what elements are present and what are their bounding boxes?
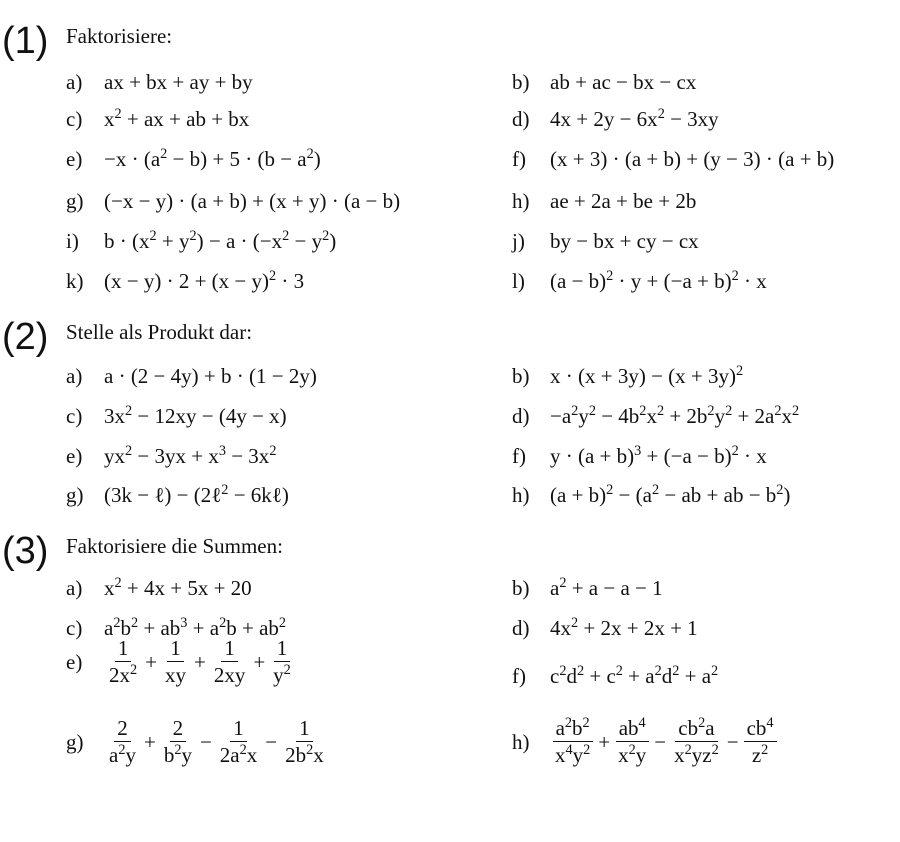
fraction xyxy=(161,718,195,766)
numerator: 1 xyxy=(167,638,184,662)
exercise-item xyxy=(512,267,767,295)
fraction xyxy=(552,715,593,767)
item-expression: $yx^2 - 3yx + x^3 - 3x^2$ xyxy=(104,442,277,468)
numerator: 1 xyxy=(274,638,291,662)
exercise-item xyxy=(512,187,696,215)
fraction xyxy=(162,638,189,686)
item-label: g) xyxy=(66,482,84,507)
item-expression: $x \cdot (x + 3y) - (x + 3y)^2$ xyxy=(550,362,744,388)
exercise-item xyxy=(512,68,696,96)
item-label: c) xyxy=(66,106,83,131)
item-expression: $4x^2 + 2x + 2x + 1$ xyxy=(550,614,698,640)
fraction xyxy=(106,718,139,766)
denominator: $z^2$ xyxy=(751,742,769,767)
fraction xyxy=(270,638,294,686)
section-number: (1) xyxy=(2,20,49,62)
item-label: h) xyxy=(512,482,530,507)
exercise-item xyxy=(66,574,252,602)
exercise-item xyxy=(66,267,304,295)
item-expression: ab + ac − bx − cx xyxy=(550,69,697,94)
fraction xyxy=(744,715,777,767)
operator: + xyxy=(193,649,206,674)
exercise-item xyxy=(66,227,336,255)
item-expression: $(a + b)^2 - (a^2$ − ab + ab − $b^2$) xyxy=(550,481,791,507)
item-label: k) xyxy=(66,268,84,293)
item-expression: (−x − y) · (a + b) + (x + y) · (a − b) xyxy=(104,188,401,213)
item-label: f) xyxy=(512,443,526,468)
exercise-item xyxy=(66,105,249,133)
exercise-item xyxy=(512,574,663,602)
item-label: f) xyxy=(512,663,526,688)
fraction xyxy=(217,718,260,766)
item-expression xyxy=(550,715,779,767)
operator: − xyxy=(726,729,739,754)
item-label: c) xyxy=(66,403,83,428)
exercise-item xyxy=(66,145,321,173)
item-expression: by − bx + cy − cx xyxy=(550,228,699,253)
item-expression: $x^2$ + ax + ab + bx xyxy=(104,105,250,131)
numerator: $cb^4$ xyxy=(744,718,777,742)
operator: − xyxy=(654,729,667,754)
item-label: a) xyxy=(66,69,83,94)
denominator: 2xy xyxy=(213,663,246,687)
item-label: e) xyxy=(66,649,83,674)
item-expression: $(a - b)^2 \cdot y + (-a + b)^2 \cdot x$ xyxy=(550,267,767,293)
numerator: 2 xyxy=(170,718,187,742)
operator: + xyxy=(145,649,157,674)
item-label: a) xyxy=(66,363,83,388)
exercise-item xyxy=(66,442,276,470)
denominator: xy xyxy=(164,663,186,687)
section-heading: Stelle als Produkt dar: xyxy=(66,320,253,344)
section-number: (3) xyxy=(2,530,49,572)
section-heading: Faktorisiere die Summen: xyxy=(66,534,283,558)
numerator: 2 xyxy=(114,718,131,742)
item-label: d) xyxy=(512,106,530,131)
fraction xyxy=(282,718,327,766)
exercise-item xyxy=(512,662,718,690)
exercise-item xyxy=(66,481,289,509)
item-expression: $4x + 2y - 6x^2 - 3xy$ xyxy=(550,105,719,131)
numerator: $cb^2a$ xyxy=(675,718,717,742)
item-label: e) xyxy=(66,146,83,171)
item-label: d) xyxy=(512,403,530,428)
denominator: $a^2y$ xyxy=(109,742,136,767)
operator: + xyxy=(143,729,156,754)
denominator: $x^4y^2$ xyxy=(555,742,591,767)
item-label: h) xyxy=(512,729,530,754)
item-expression: $a^2 + a - a - 1$ xyxy=(550,574,663,600)
exercise-item xyxy=(512,481,790,509)
item-label: b) xyxy=(512,363,530,388)
item-label: h) xyxy=(512,188,530,213)
item-expression: $3x^2 - 12xy - (4y - x)$ xyxy=(104,402,287,428)
numerator: 1 xyxy=(221,638,238,662)
item-expression: ax + bx + ay + by xyxy=(104,69,253,94)
operator: − xyxy=(199,729,212,754)
exercise-item xyxy=(512,614,698,642)
exercise-item xyxy=(512,362,743,390)
numerator: 1 xyxy=(230,718,247,742)
exercise-item xyxy=(66,402,287,430)
denominator: $x^2yz^2$ xyxy=(674,742,719,767)
denominator: $y^2$ xyxy=(273,662,291,687)
operator: + xyxy=(253,649,266,674)
exercise-item xyxy=(66,187,400,215)
numerator: 1 xyxy=(296,718,313,742)
denominator: $x^2y$ xyxy=(618,742,647,767)
fraction xyxy=(211,638,249,686)
section-number: (2) xyxy=(2,316,49,358)
fraction xyxy=(106,638,140,686)
operator: + xyxy=(598,729,611,754)
item-label: b) xyxy=(512,575,530,600)
item-label: f) xyxy=(512,146,526,171)
exercise-item xyxy=(512,402,799,430)
item-expression: a · (2 − 4y) + b · (1 − 2y) xyxy=(104,363,317,388)
exercise-item xyxy=(66,716,329,767)
fraction xyxy=(615,715,649,767)
item-expression: $b \cdot (x^2 + y^2) - a \cdot (-x^2 - y^2)$ xyxy=(104,227,337,253)
item-expression: $c^2d^2 + c^2 + a^2d^2 + a^2$ xyxy=(550,662,719,688)
item-expression: $a^2b^2 + ab^3 + a^2b + ab^2$ xyxy=(104,614,287,640)
item-label: b) xyxy=(512,69,530,94)
section-heading: Faktorisiere: xyxy=(66,24,173,48)
item-label: a) xyxy=(66,575,83,600)
exercise-item xyxy=(66,636,296,687)
item-expression: $-x \cdot (a^2 - b) + 5 \cdot (b - a^2)$ xyxy=(104,145,321,171)
denominator: $2a^2x$ xyxy=(219,742,258,767)
denominator: $b^2y$ xyxy=(163,742,192,767)
item-label: i) xyxy=(66,228,79,253)
item-expression: $(x - y) \cdot 2 + (x - y)^2 \cdot 3$ xyxy=(104,267,305,293)
exercise-item xyxy=(66,68,253,96)
item-expression: $x^2 + 4x + 5x + 20$ xyxy=(104,574,252,600)
item-label: g) xyxy=(66,188,84,213)
item-label: d) xyxy=(512,615,530,640)
denominator: $2b^2x$ xyxy=(285,742,324,767)
item-expression: $-a^2y^2 - 4b^2x^2 + 2b^2y^2 + 2a^2x^2$ xyxy=(550,402,800,428)
exercise-item xyxy=(512,442,767,470)
exercise-item xyxy=(512,227,699,255)
item-label: e) xyxy=(66,443,83,468)
item-expression: (x + 3) · (a + b) + (y − 3) · (a + b) xyxy=(550,146,835,171)
item-label: c) xyxy=(66,615,83,640)
numerator: $a^2b^2$ xyxy=(553,718,593,742)
exercise-item xyxy=(512,145,834,173)
item-expression xyxy=(104,718,329,766)
exercise-item xyxy=(66,362,317,390)
exercise-item xyxy=(512,715,779,767)
item-expression: $y \cdot (a + b)^3 + (-a - b)^2 \cdot x$ xyxy=(550,442,767,468)
item-expression xyxy=(104,638,296,686)
item-label: g) xyxy=(66,729,84,754)
numerator: $ab^4$ xyxy=(616,718,649,742)
item-expression: ae + 2a + be + 2b xyxy=(550,188,697,213)
item-label: l) xyxy=(512,268,525,293)
item-label: j) xyxy=(512,228,525,253)
fraction xyxy=(671,715,722,767)
item-expression: (3k − ℓ) − (2ℓ$^2$ − 6kℓ) xyxy=(104,481,289,507)
denominator: $2x^2$ xyxy=(109,662,138,687)
exercise-item xyxy=(512,105,719,133)
numerator: 1 xyxy=(115,638,132,662)
operator: − xyxy=(265,729,278,754)
